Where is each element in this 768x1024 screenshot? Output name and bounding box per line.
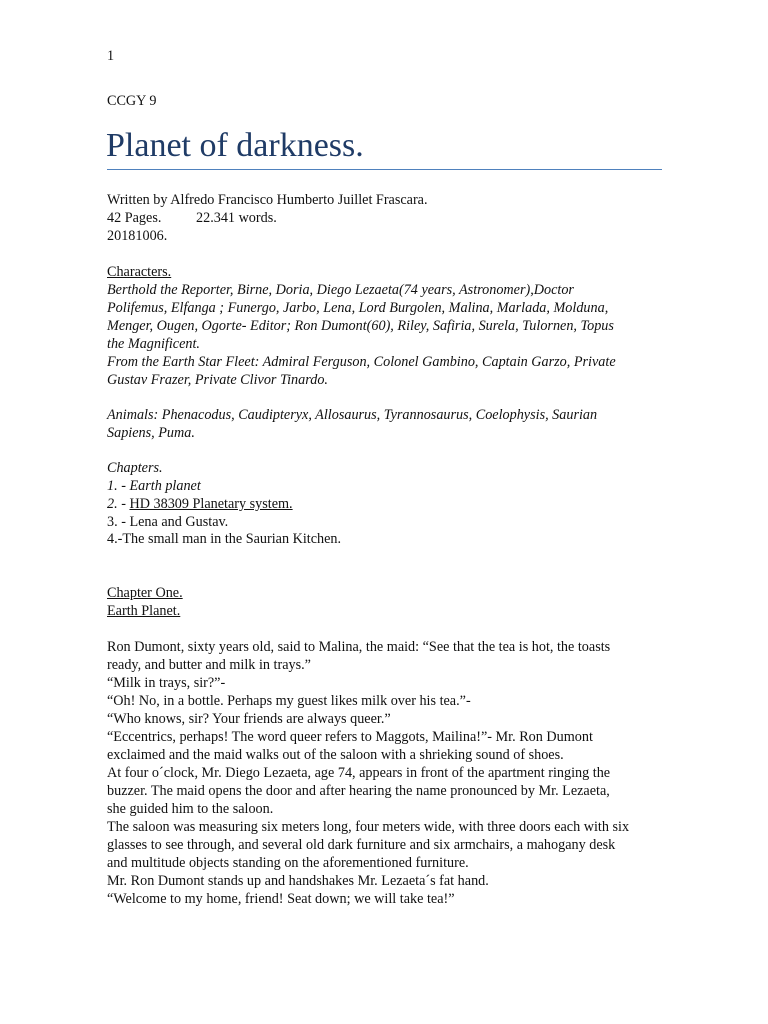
body-line: Ron Dumont, sixty years old, said to Malina, the maid: “See that the tea is hot, the toasts [107,639,611,655]
chapter-label: The small man in the Saurian Kitchen. [122,531,342,547]
body-line: buzzer. The maid opens the door and after hearing the name pronounced by Mr. Lezaeta, [107,783,610,799]
chapter-prefix: 2. - [107,496,130,512]
author-line: Written by Alfredo Francisco Humberto Juillet Frascara. [107,192,428,208]
chapter-prefix: 4.- [107,531,123,547]
characters-heading: Characters. [107,264,172,280]
series-code: CCGY 9 [107,93,157,109]
fleet-line: From the Earth Star Fleet: Admiral Ferguson, Colonel Gambino, Captain Garzo, Private [107,354,616,370]
page-number: 1 [107,48,115,64]
chapter-item [107,477,201,495]
body-line: Mr. Ron Dumont stands up and handshakes Mr. Lezaeta´s fat hand. [107,873,489,889]
chapter-one-heading: Chapter One. [107,585,183,601]
body-line: glasses to see through, and several old dark furniture and six armchairs, a mahogany desk [107,837,616,853]
chapter-item [107,495,293,513]
body-line: “Welcome to my home, friend! Seat down; we will take tea!” [107,891,455,907]
chapter-item [107,513,228,531]
chapter-prefix: 1. - [107,478,130,494]
word-count: 22.341 words. [196,210,277,226]
chapters-heading: Chapters. [107,460,163,476]
page-count: 42 Pages. [107,210,162,226]
title-divider [107,169,662,170]
chapter-label: Earth planet [129,478,201,494]
body-line: “Eccentrics, perhaps! The word queer refers to Maggots, Mailina!”- Mr. Ron Dumont [107,729,593,745]
chapter-label: HD 38309 Planetary system. [129,496,293,512]
chapter-one-body [107,638,667,908]
body-line: ready, and butter and milk in trays.” [107,657,311,673]
chapter-one-subheading: Earth Planet. [107,603,181,619]
body-line: and multitude objects standing on the aforementioned furniture. [107,855,469,871]
body-line: The saloon was measuring six meters long, four meters wide, with three doors each with six [107,819,630,835]
characters-line: Polifemus, Elfanga ; Funergo, Jarbo, Lena, Lord Burgolen, Malina, Marlada, Molduna, [107,300,609,316]
characters-line: Berthold the Reporter, Birne, Doria, Diego Lezaeta(74 years, Astronomer),Doctor [107,282,574,298]
body-line: “Oh! No, in a bottle. Perhaps my guest likes milk over his tea.”- [107,693,471,709]
date-line: 20181006. [107,228,168,244]
body-line: she guided him to the saloon. [107,801,274,817]
body-line: exclaimed and the maid walks out of the saloon with a shrieking sound of shoes. [107,747,564,763]
animals-line: Sapiens, Puma. [107,425,195,441]
chapter-item [107,530,341,548]
body-line: “Who knows, sir? Your friends are always queer.” [107,711,391,727]
chapter-prefix: 3. - [107,514,130,530]
body-line: At four o´clock, Mr. Diego Lezaeta, age 74, appears in front of the apartment ringing the [107,765,611,781]
body-line: “Milk in trays, sir?”- [107,675,226,691]
document-title: Planet of darkness. [106,127,364,164]
animals-line: Animals: Phenacodus, Caudipteryx, Allosaurus, Tyrannosaurus, Coelophysis, Saurian [107,407,598,423]
characters-line: Menger, Ougen, Ogorte- Editor; Ron Dumont(60), Riley, Safiria, Surela, Tulornen, Topus [107,318,614,334]
characters-line: the Magnificent. [107,336,200,352]
chapter-label: Lena and Gustav. [129,514,229,530]
fleet-line: Gustav Frazer, Private Clivor Tinardo. [107,372,328,388]
